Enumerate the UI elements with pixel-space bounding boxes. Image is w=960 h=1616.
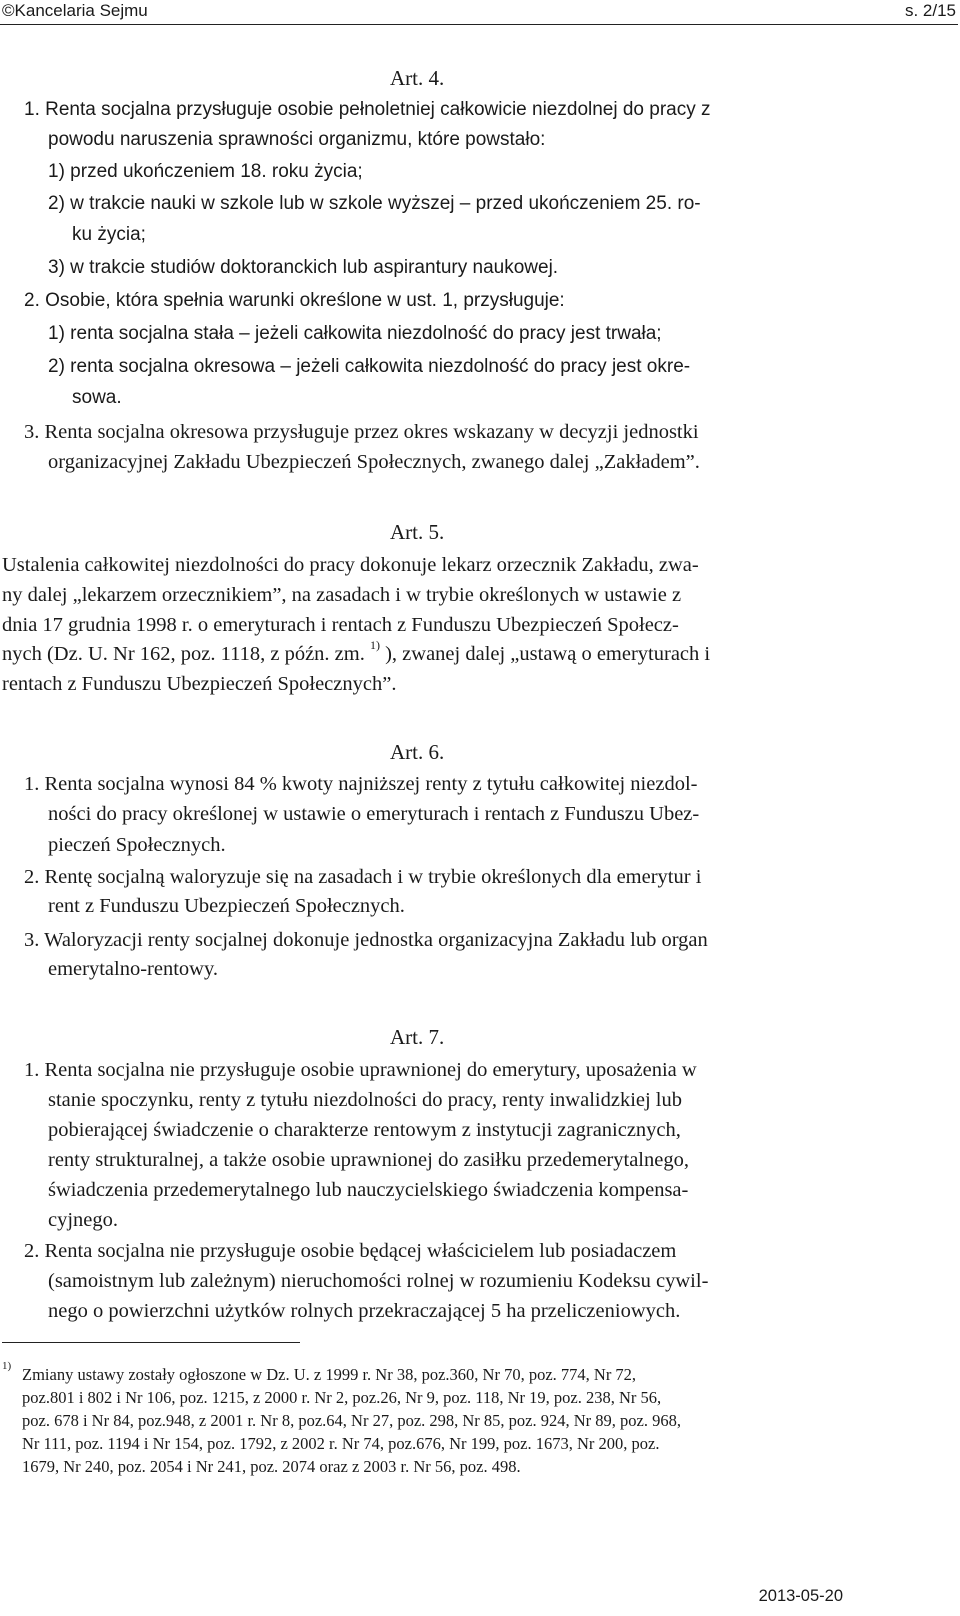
art4-line-6: 3) w trakcie studiów doktoranckich lub aspirantury naukowej. — [48, 257, 559, 278]
art4-line-7: 2. Osobie, która spełnia warunki określone w ust. 1, przysługuje: — [24, 290, 565, 311]
article-7-heading: Art. 7. — [390, 1025, 445, 1049]
art7-line-9: nego o powierzchni użytków rolnych przekraczającej 5 ha przeliczeniowych. — [48, 1300, 681, 1322]
art4-line-12: organizacyjnej Zakładu Ubezpieczeń Społecznych, zwanego dalej „Zakładem”. — [48, 451, 700, 473]
footnote-line-1: Zmiany ustawy zostały ogłoszone w Dz. U. z 1999 r. Nr 38, poz.360, Nr 70, poz. 774, Nr 72, — [22, 1365, 637, 1384]
header-source: ©Kancelaria Sejmu — [2, 1, 148, 20]
art4-line-9: 2) renta socjalna okresowa – jeżeli całkowita niezdolność do pracy jest okre- — [48, 356, 691, 377]
art6-line-6: 3. Waloryzacji renty socjalnej dokonuje jednostka organizacyjna Zakładu lub organ — [24, 929, 708, 951]
footnote-line-5: 1679, Nr 240, poz. 2054 i Nr 241, poz. 2074 oraz z 2003 r. Nr 56, poz. 498. — [22, 1457, 521, 1476]
art6-line-3: pieczeń Społecznych. — [48, 834, 226, 856]
article-5-heading: Art. 5. — [390, 520, 445, 544]
art7-line-4: renty strukturalnej, a także osobie uprawnionej do zasiłku przedemerytalnego, — [48, 1149, 689, 1171]
art4-line-10: sowa. — [72, 387, 122, 408]
art7-line-1: 1. Renta socjalna nie przysługuje osobie uprawnionej do emerytury, uposażenia w — [24, 1059, 697, 1081]
art6-line-1: 1. Renta socjalna wynosi 84 % kwoty najniższej renty z tytułu całkowitej niezdol- — [24, 773, 698, 795]
footnote-reference: 1) — [369, 638, 380, 652]
art4-line-2: powodu naruszenia sprawności organizmu, które powstało: — [48, 129, 546, 150]
art5-line-2: ny dalej „lekarzem orzecznikiem”, na zasadach i w trybie określonych w ustawie z — [2, 584, 682, 606]
art4-line-3: 1) przed ukończeniem 18. roku życia; — [48, 161, 363, 182]
header-divider — [0, 24, 958, 25]
header-page-number: s. 2/15 — [904, 1, 956, 20]
art5-line-4 — [2, 638, 711, 667]
art5-line-1: Ustalenia całkowitej niezdolności do pracy dokonuje lekarz orzecznik Zakładu, zwa- — [2, 554, 699, 576]
art4-line-4: 2) w trakcie nauki w szkole lub w szkole wyższej – przed ukończeniem 25. ro- — [48, 193, 701, 214]
article-6-heading: Art. 6. — [390, 740, 445, 764]
art5-line-5: rentach z Funduszu Ubezpieczeń Społecznych”. — [2, 673, 397, 695]
art7-line-3: pobierającej świadczenie o charakterze rentowym z instytucji zagranicznych, — [48, 1119, 681, 1141]
art5-line-3: dnia 17 grudnia 1998 r. o emeryturach i rentach z Funduszu Ubezpieczeń Społecz- — [2, 614, 679, 636]
page-header — [0, 0, 958, 22]
footnote-divider — [2, 1342, 300, 1343]
art7-line-7: 2. Renta socjalna nie przysługuje osobie będącej właścicielem lub posiadaczem — [24, 1240, 677, 1262]
art6-line-7: emerytalno-rentowy. — [48, 958, 219, 980]
art4-line-11: 3. Renta socjalna okresowa przysługuje przez okres wskazany w decyzji jednostki — [24, 421, 699, 443]
art4-line-5: ku życia; — [72, 224, 146, 245]
art4-line-8: 1) renta socjalna stała – jeżeli całkowita niezdolność do pracy jest trwała; — [48, 323, 662, 344]
art7-line-8: (samoistnym lub zależnym) nieruchomości rolnej w rozumieniu Kodeksu cywil- — [48, 1270, 709, 1292]
footnote-marker: 1) — [2, 1360, 12, 1372]
art7-line-2: stanie spoczynku, renty z tytułu niezdolności do pracy, renty inwalidzkiej lub — [48, 1089, 682, 1111]
footnote-line-4: Nr 111, poz. 1194 i Nr 154, poz. 1792, z 2002 r. Nr 74, poz.676, Nr 199, poz. 1673, Nr 200, poz. — [22, 1434, 660, 1453]
footnote-line-2: poz.801 i 802 i Nr 106, poz. 1215, z 2000 r. Nr 2, poz.26, Nr 9, poz. 118, Nr 19, poz. 238, Nr 56, — [22, 1388, 662, 1407]
art5-line-4-text: nych (Dz. U. Nr 162, poz. 1118, z późn. zm. — [2, 643, 365, 665]
art6-line-2: ności do pracy określonej w ustawie o emeryturach i rentach z Funduszu Ubez- — [48, 803, 700, 825]
art6-line-4: 2. Rentę socjalną waloryzuje się na zasadach i w trybie określonych dla emerytur i — [24, 866, 702, 888]
art5-line-4-tail: ), zwanej dalej „ustawą o emeryturach i — [385, 643, 711, 665]
footer-date: 2013-05-20 — [758, 1587, 843, 1605]
article-4-heading: Art. 4. — [390, 66, 445, 90]
art7-line-6: cyjnego. — [48, 1209, 119, 1231]
footnote-line-3: poz. 678 i Nr 84, poz.948, z 2001 r. Nr 8, poz.64, Nr 27, poz. 298, Nr 85, poz. 924, Nr 89, poz. 968, — [22, 1411, 681, 1430]
art4-line-1: 1. Renta socjalna przysługuje osobie pełnoletniej całkowicie niezdolnej do pracy z — [24, 99, 711, 120]
art7-line-5: świadczenia przedemerytalnego lub nauczycielskiego świadczenia kompensa- — [48, 1179, 689, 1201]
art6-line-5: rent z Funduszu Ubezpieczeń Społecznych. — [48, 895, 405, 917]
